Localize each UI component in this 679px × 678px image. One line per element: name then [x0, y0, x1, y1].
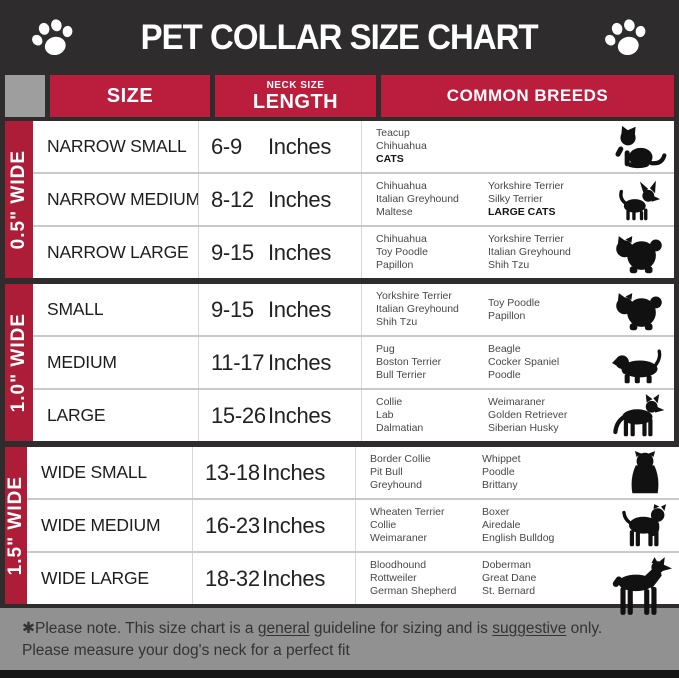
pitbull-standing-icon [606, 503, 679, 549]
length-cell [192, 447, 355, 498]
breeds-col-left [376, 396, 488, 435]
breed-name: Italian Greyhound [488, 246, 571, 258]
breeds-cell [361, 227, 674, 278]
breed-name: Yorkshire Terrier [376, 290, 452, 302]
length-range: 8-12 [211, 186, 254, 212]
breed-name: Cocker Spaniel [488, 356, 560, 368]
length-cell [198, 390, 361, 441]
group-rows [33, 284, 674, 441]
breed-name: Pug [376, 343, 395, 355]
breed-name: Great Dane [482, 572, 537, 584]
breed-name: German Shepherd [370, 585, 457, 597]
width-group [5, 447, 674, 604]
table-body [5, 121, 674, 604]
size-cell: SMALL [47, 299, 104, 319]
breeds-col-left [370, 559, 482, 598]
breed-name: Toy Poodle [376, 246, 428, 258]
breed-name: Teacup [376, 127, 410, 139]
breeds-col-left [370, 506, 482, 545]
table-row [27, 551, 679, 604]
length-range: 9-15 [211, 239, 254, 265]
breed-name: Chihuahua [376, 180, 427, 192]
footer-note-line2: Please measure your dog's neck for a perfect fit [22, 642, 350, 659]
length-unit: Inches [262, 459, 326, 485]
table-row [33, 388, 674, 441]
breed-name: Whippet [482, 453, 521, 465]
length-range: 16-23 [205, 512, 260, 538]
table-row [33, 335, 674, 388]
page-title: PET COLLAR SIZE CHART [140, 18, 538, 57]
table-row [33, 284, 674, 335]
width-band-label: 1.0" WIDE [8, 312, 29, 413]
breed-name: Poodle [488, 369, 521, 381]
breed-name: Dalmatian [376, 422, 424, 434]
breed-name: Siberian Husky [488, 422, 559, 434]
size-cell: MEDIUM [47, 352, 117, 372]
breed-name: Weimaraner [370, 532, 427, 544]
length-unit: Inches [268, 402, 332, 428]
doberman-icon [606, 556, 679, 602]
breed-name: Papillon [488, 309, 526, 322]
breed-name: St. Bernard [482, 585, 536, 597]
breed-name: Beagle [488, 343, 521, 355]
note-text: only. [566, 620, 603, 637]
breeds-col-right [482, 506, 606, 545]
length-range: 13-18 [205, 459, 260, 485]
breed-name: Greyhound [370, 479, 422, 491]
length-range: 18-32 [205, 565, 260, 591]
breeds-cell [361, 390, 674, 441]
size-cell: WIDE MEDIUM [41, 515, 161, 535]
breeds-col-right [482, 453, 606, 492]
breeds-cell [361, 174, 674, 225]
breed-name: Airedale [482, 519, 521, 531]
breed-name: Silky Terrier [488, 193, 543, 205]
breed-name: Yorkshire Terrier [488, 180, 564, 192]
size-cell: WIDE LARGE [41, 568, 149, 588]
breed-name: Maltese [376, 206, 413, 218]
breeds-col-right [488, 343, 612, 382]
breeds-cell [355, 447, 679, 498]
length-cell [192, 553, 355, 604]
breed-name: Doberman [482, 559, 532, 571]
breed-name: Shih Tzu [488, 259, 530, 271]
length-cell [198, 284, 361, 335]
width-band-label: 1.5" WIDE [5, 475, 26, 576]
breed-name: Wheaten Terrier [370, 506, 445, 518]
breed-name: Pit Bull [370, 466, 403, 478]
breed-name: Yorkshire Terrier [488, 233, 564, 245]
breed-name: Bull Terrier [376, 369, 426, 381]
length-cell [198, 121, 361, 172]
breed-name: Boxer [482, 506, 510, 518]
width-group [5, 284, 674, 441]
pomeranian-icon [612, 287, 674, 333]
table-header-row [5, 75, 674, 117]
breeds-col-left [376, 127, 488, 166]
underlined-word: suggestive [492, 620, 567, 637]
breeds-col-right [488, 180, 612, 219]
table-row [33, 225, 674, 278]
underlined-word: general [257, 620, 310, 637]
breeds-col-left [376, 180, 488, 219]
length-unit: Inches [262, 512, 326, 538]
length-cell [198, 174, 361, 225]
breeds-col-left [376, 343, 488, 382]
breeds-cell [361, 121, 674, 172]
breed-name: Shih Tzu [376, 316, 418, 328]
bottom-border-band [0, 670, 679, 678]
cat-icon [612, 124, 674, 170]
length-unit: Inches [262, 565, 326, 591]
breed-name: Collie [376, 396, 403, 408]
length-unit: Inches [268, 349, 332, 375]
pitbull-sitting-icon [606, 450, 679, 496]
width-group [5, 121, 674, 278]
breed-name: Rottweiler [370, 572, 417, 584]
table-row [33, 121, 674, 172]
length-unit: Inches [268, 133, 332, 159]
breed-name: Weimaraner [488, 396, 545, 408]
breeds-col-left [376, 290, 488, 329]
breed-name: LARGE CATS [488, 206, 556, 218]
breeds-col-right [488, 297, 612, 323]
width-band [5, 121, 33, 278]
breed-name: Boston Terrier [376, 356, 442, 368]
breed-name: Brittany [482, 479, 518, 491]
length-cell [192, 500, 355, 551]
breed-name: Lab [376, 409, 394, 421]
breed-name: CATS [376, 153, 404, 165]
size-cell: NARROW MEDIUM [47, 189, 200, 209]
note-text: guideline for sizing and is [309, 620, 493, 637]
breeds-cell [361, 284, 674, 335]
size-cell: WIDE SMALL [41, 462, 147, 482]
breeds-cell [355, 500, 679, 551]
breed-name: Italian Greyhound [376, 193, 459, 205]
breed-name: Collie [370, 519, 397, 531]
width-band [5, 284, 33, 441]
breeds-col-left [370, 453, 482, 492]
paw-icon [596, 8, 655, 67]
table-row [33, 172, 674, 225]
chihuahua-icon [612, 177, 674, 223]
breed-name: English Bulldog [482, 532, 555, 544]
header-corner-cell [5, 75, 45, 117]
header-size: SIZE [50, 75, 210, 117]
table-row [27, 447, 679, 498]
breed-name: Poodle [482, 466, 515, 478]
breed-name: Border Collie [370, 453, 431, 465]
size-cell: LARGE [47, 405, 106, 425]
footer-note-line1 [22, 618, 659, 640]
breeds-col-right [482, 559, 606, 598]
header-length-label: LENGTH [252, 90, 339, 113]
breeds-cell [361, 337, 674, 388]
breeds-col-left [376, 233, 488, 272]
length-range: 11-17 [211, 349, 265, 375]
breed-name: Toy Poodle [488, 296, 540, 309]
group-rows [33, 121, 674, 278]
breeds-cell [355, 553, 679, 604]
length-unit: Inches [268, 186, 332, 212]
breeds-col-right [488, 396, 612, 435]
title-bar [5, 5, 674, 71]
breed-name: Chihuahua [376, 233, 427, 245]
breed-name: Chihuahua [376, 140, 427, 152]
note-text: ✱Please note. This size chart is a [22, 620, 258, 637]
paw-icon [23, 8, 82, 67]
width-band-label: 0.5" WIDE [8, 149, 29, 250]
length-unit: Inches [268, 296, 332, 322]
breed-name: Papillon [376, 259, 414, 271]
header-neck-size-length [215, 75, 376, 117]
hound-icon [612, 340, 674, 386]
length-cell [198, 337, 361, 388]
length-cell [198, 227, 361, 278]
pomeranian-icon [612, 230, 674, 276]
size-cell: NARROW SMALL [47, 136, 187, 156]
breed-name: Golden Retriever [488, 409, 568, 421]
table-row [27, 498, 679, 551]
breed-name: Bloodhound [370, 559, 427, 571]
header-common-breeds: COMMON BREEDS [381, 75, 674, 117]
width-band [5, 447, 27, 604]
breeds-col-right [488, 233, 612, 272]
header-neck-size-label: NECK SIZE [266, 79, 325, 91]
size-cell: NARROW LARGE [47, 242, 189, 262]
group-rows [27, 447, 679, 604]
shepherd-icon [612, 393, 674, 439]
footer-note [0, 608, 679, 670]
breed-name: Italian Greyhound [376, 303, 459, 315]
length-unit: Inches [268, 239, 332, 265]
length-range: 15-26 [211, 402, 266, 428]
length-range: 6-9 [211, 133, 242, 159]
length-range: 9-15 [211, 296, 254, 322]
